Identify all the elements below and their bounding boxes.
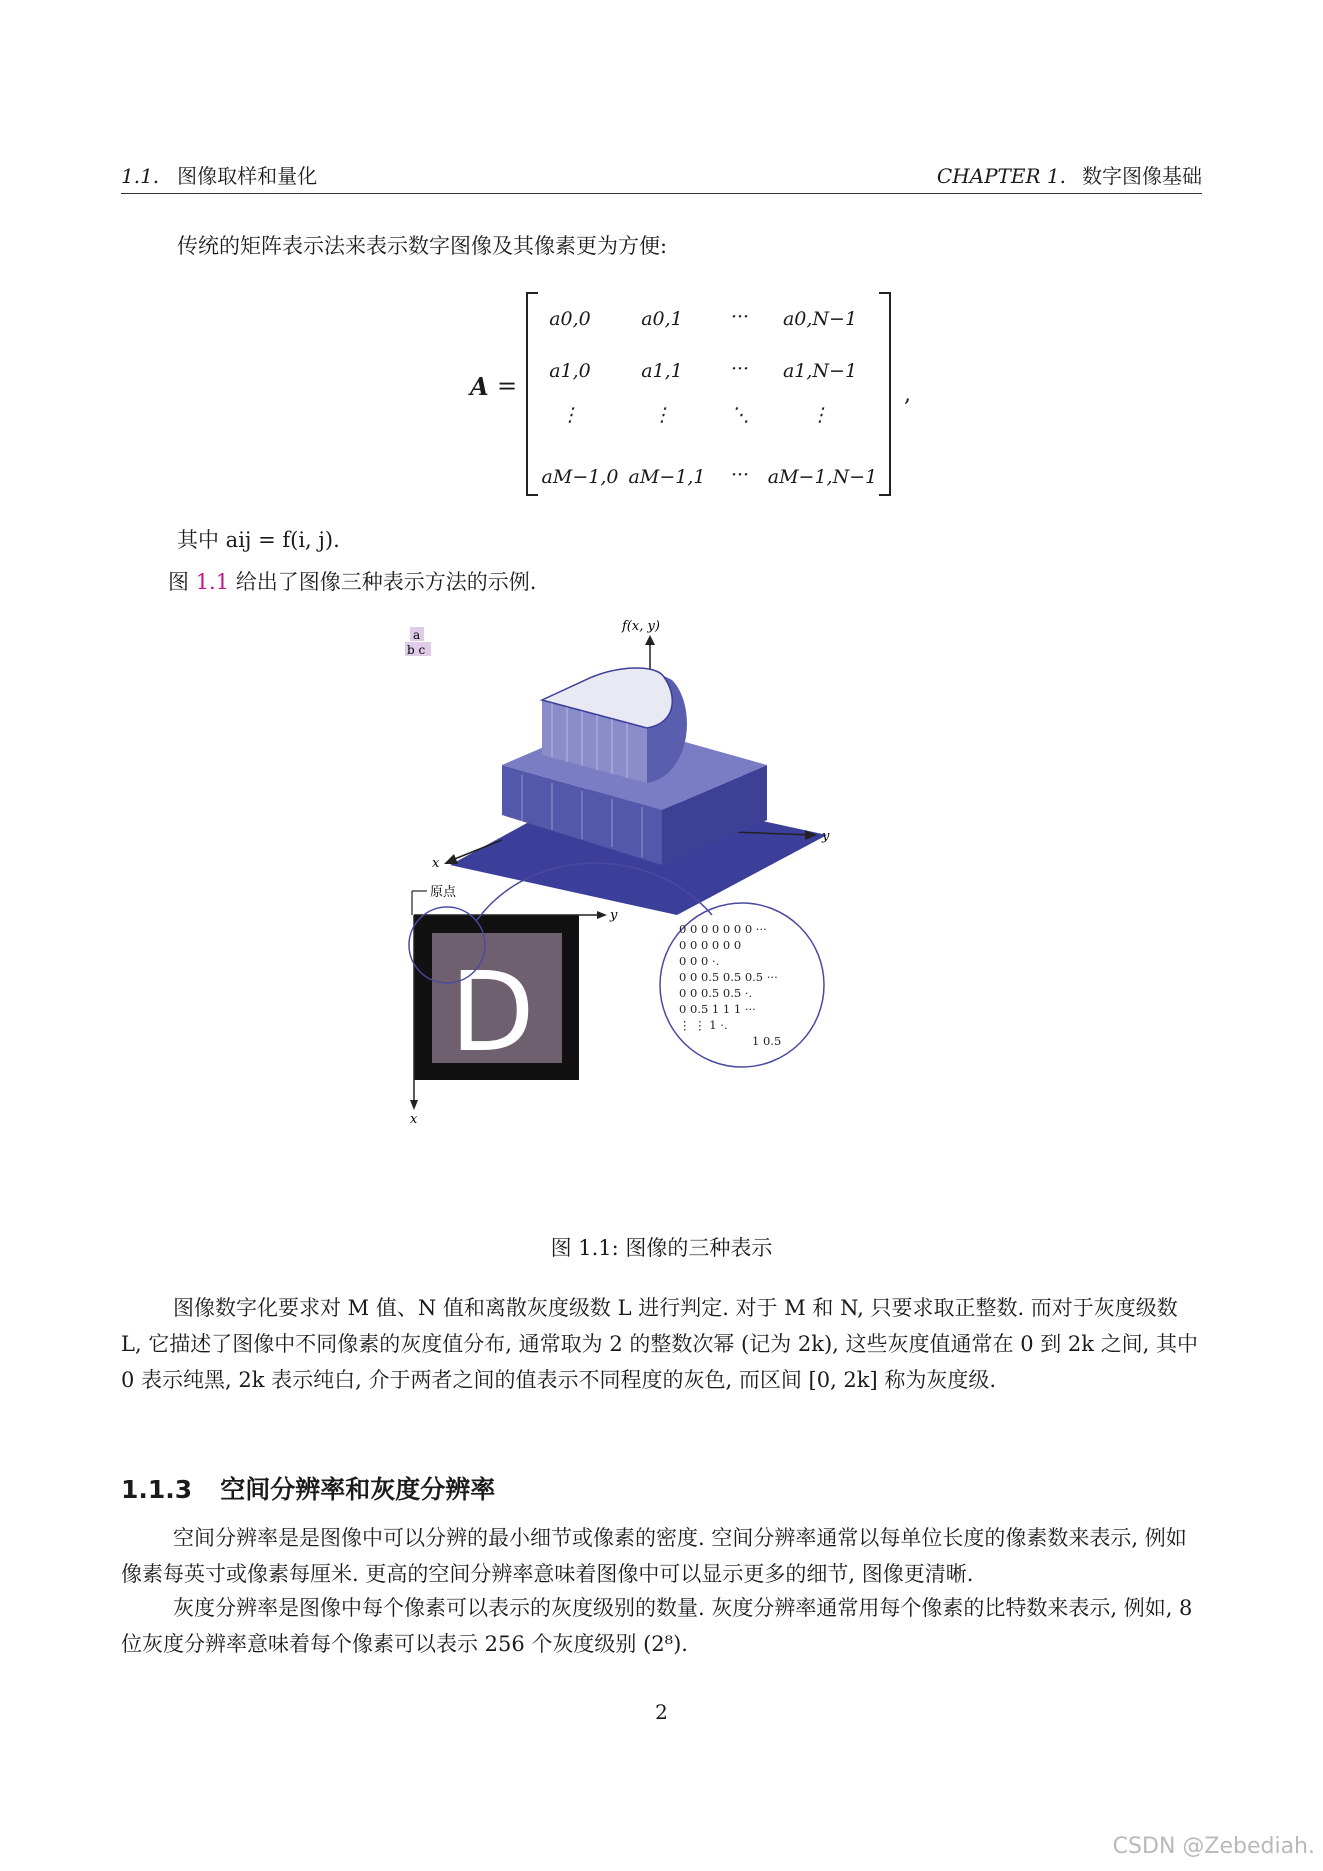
matrix-cell-0-1: a0,1	[641, 308, 683, 330]
running-header-left	[121, 160, 317, 189]
zoom-line-5: 0 0.5 1 1 1 ···	[679, 1002, 756, 1016]
x-axis-3d-label: x	[432, 856, 440, 871]
y-axis-3d-label: y	[822, 829, 830, 844]
page-number: 2	[655, 1700, 668, 1724]
matrix-cell-2-2: ⋱	[730, 404, 750, 426]
figure-reference-line	[168, 564, 536, 600]
figref-prefix: 图	[168, 570, 189, 594]
matrix-cell-1-3: a1,N−1	[782, 360, 858, 382]
paragraph-spatial-resolution: 空间分辨率是是图像中可以分辨的最小细节或像素的密度. 空间分辨率通常以每单位长度的像素数来表示, 例如像素每英寸或像素每厘米. 更高的空间分辨率意味着图像中可以显示更多的细节, 图像更清晰.	[121, 1526, 1187, 1586]
figref-suffix: 给出了图像三种表示方法的示例.	[235, 570, 537, 594]
header-rule	[121, 193, 1202, 194]
running-header-right	[937, 160, 1202, 189]
section-heading	[121, 1470, 495, 1506]
matrix-cell-2-1: ⋮	[652, 404, 672, 426]
matrix-right-bracket	[879, 292, 891, 496]
zoom-line-2: 0 0 0 ·.	[679, 954, 720, 968]
matrix-cell-0-0: a0,0	[549, 308, 591, 330]
header-section-number: 1.1.	[121, 164, 160, 188]
zoom-matrix	[679, 922, 781, 1048]
y-axis-2d-arrow	[597, 911, 607, 919]
zoom-line-7: 1 0.5	[752, 1034, 782, 1048]
matrix-cell-1-1: a1,1	[641, 360, 683, 382]
matrix-trailing-comma: ,	[904, 382, 911, 407]
panel-label-bc: b c	[407, 643, 426, 657]
section-title: 空间分辨率和灰度分辨率	[220, 1475, 496, 1504]
matrix-name: A	[470, 372, 489, 401]
header-section-title: 图像取样和量化	[177, 164, 318, 188]
origin-label: 原点	[430, 885, 457, 900]
zoom-line-4: 0 0 0.5 0.5 ·.	[679, 986, 753, 1000]
zoom-line-6: ⋮ ⋮ 1 ·.	[679, 1018, 728, 1032]
x-axis-2d-arrow	[410, 1100, 418, 1110]
figure-svg	[392, 615, 912, 1205]
matrix-cell-1-0: a1,0	[549, 360, 591, 382]
panel-label-a: a	[413, 628, 421, 642]
image-letter: D	[450, 948, 535, 1076]
matrix-cell-2-0: ⋮	[560, 404, 580, 426]
zoom-line-0: 0 0 0 0 0 0 0 ···	[679, 922, 767, 936]
intro-text: 传统的矩阵表示法来表示数字图像及其像素更为方便:	[177, 234, 668, 258]
figure-caption: 图 1.1: 图像的三种表示	[550, 1236, 773, 1260]
matrix-cell-3-2: ···	[730, 464, 750, 486]
f-axis-label: f(x, y)	[622, 619, 660, 634]
zoom-line-1: 0 0 0 0 0 0	[679, 938, 742, 952]
header-chapter-title: 数字图像基础	[1082, 164, 1202, 188]
where-text: 其中 aij = f(i, j).	[177, 528, 340, 552]
paragraph-quantization: 图像数字化要求对 M 值、N 值和离散灰度级数 L 进行判定. 对于 M 和 N, 只要求取正整数. 而对于灰度级数 L, 它描述了图像中不同像素的灰度值分布, 通常取为 2 的整数次幂 (记为 2k), 这些灰度值通常在 0 到 2k 之间, 其中 0 表示纯黑, 2k 表示纯白, 介于两者之间的值表示不同程度的灰色, 而区间 [0, 2k] 称为灰度级.	[121, 1296, 1199, 1392]
zoom-line-3: 0 0 0.5 0.5 0.5 ···	[679, 970, 778, 984]
figure-link[interactable]: 1.1	[195, 570, 230, 594]
matrix-cell-1-2: ···	[730, 358, 750, 380]
x-axis-2d-label: x	[410, 1112, 418, 1127]
x-axis-3d-arrow	[444, 854, 458, 864]
watermark: CSDN @Zebediah.	[1112, 1834, 1315, 1859]
section-number: 1.1.3	[121, 1475, 193, 1504]
matrix-cell-3-0: aM−1,0	[541, 466, 619, 488]
matrix-equals: =	[497, 372, 518, 400]
paragraph-gray-resolution: 灰度分辨率是图像中每个像素可以表示的灰度级别的数量. 灰度分辨率通常用每个像素的比特数来表示, 例如, 8 位灰度分辨率意味着每个像素可以表示 256 个灰度级别 (2⁸).	[121, 1596, 1193, 1656]
f-axis-arrow	[645, 635, 655, 645]
matrix-cell-3-3: aM−1,N−1	[767, 466, 878, 488]
y-axis-2d-label: y	[610, 908, 618, 923]
matrix-cell-2-3: ⋮	[810, 404, 830, 426]
matrix-cell-3-1: aM−1,1	[628, 466, 706, 488]
matrix-cell-0-2: ···	[730, 306, 750, 328]
header-chapter-label: CHAPTER 1.	[936, 164, 1066, 188]
matrix-cell-0-3: a0,N−1	[782, 308, 858, 330]
figure-image	[392, 615, 912, 1205]
